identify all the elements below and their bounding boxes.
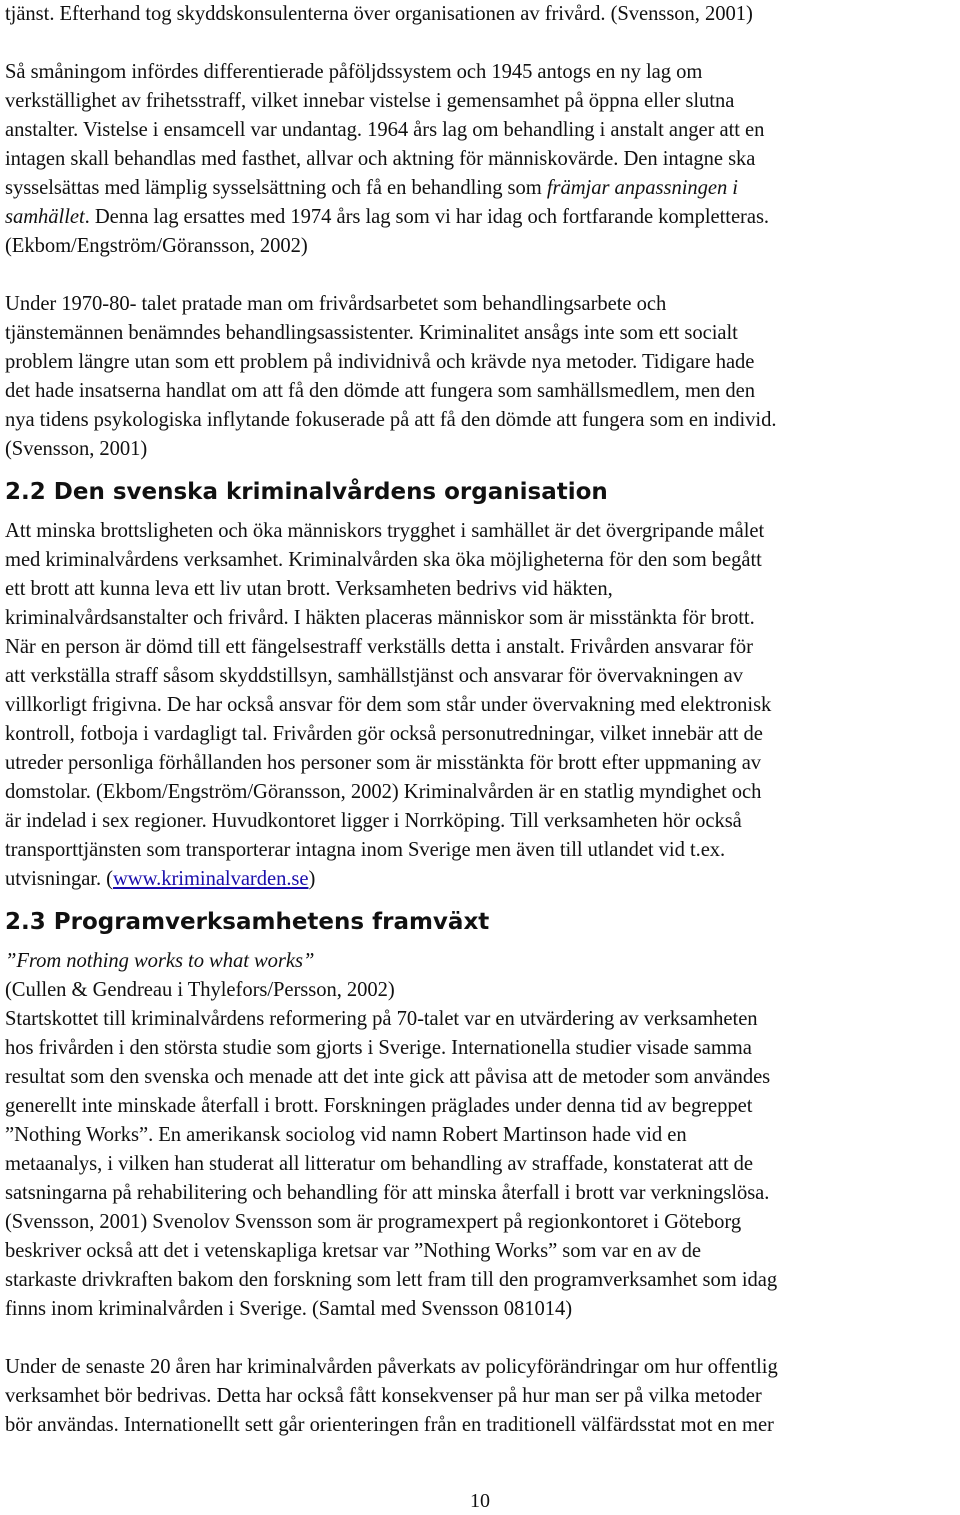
text-line: satsningarna på rehabilitering och behandling för att minska återfall i brott var verkningslösa. xyxy=(5,1182,770,1204)
text-line: (Svensson, 2001) xyxy=(5,438,148,460)
text-line: intagen skall behandlas med fasthet, allvar och aktning för människovärde. Den intagne ska xyxy=(5,148,756,170)
italic-phrase: samhället xyxy=(5,206,85,228)
text-line xyxy=(5,174,957,203)
section-heading-2-2: 2.2 Den svenska kriminalvårdens organisation xyxy=(5,479,608,505)
kriminalvarden-link[interactable]: www.kriminalvarden.se xyxy=(112,868,309,890)
text-line: metaanalys, i vilken han studerat all litteratur om behandling av straffade, konstaterat att de xyxy=(5,1153,753,1175)
text-line: ”Nothing Works”. En amerikansk sociolog vid namn Robert Martinson hade vid en xyxy=(5,1124,687,1146)
text-line xyxy=(5,865,957,894)
paragraph-continuation xyxy=(5,0,957,29)
text-line: kriminalvårdsanstalter och frivård. I häkten placeras människor som är misstänkta för brott. xyxy=(5,607,755,629)
text-line: hos frivården i den största studie som gjorts i Sverige. Internationella studier visade samma xyxy=(5,1037,752,1059)
section-heading-2-3: 2.3 Programverksamhetens framväxt xyxy=(5,909,490,935)
text-segment: sysselsättas med lämplig sysselsättning och få en behandling som xyxy=(5,177,547,199)
text-line: domstolar. (Ekbom/Engström/Göransson, 2002) Kriminalvården är en statlig myndighet och xyxy=(5,781,762,803)
text-line: tjänstemännen benämndes behandlingsassistenter. Kriminalitet ansågs inte som ett socialt xyxy=(5,322,738,344)
text-line: bör användas. Internationellt sett går orienteringen från en traditionell välfärdsstat mot en mer xyxy=(5,1414,774,1436)
text-line: Under de senaste 20 åren har kriminalvården påverkats av policyförändringar om hur offentlig xyxy=(5,1356,778,1378)
text-line: nya tidens psykologiska inflytande fokuserade på att få den dömde att fungera som en individ. xyxy=(5,409,777,431)
text-line: att verkställa straff såsom skyddstillsyn, samhällstjänst och ansvarar för övervakningen av xyxy=(5,665,743,687)
paragraph-legal-history xyxy=(5,58,957,261)
text-line: verkställighet av frihetsstraff, vilket innebar vistelse i gemensamhet på öppna eller slutna xyxy=(5,90,735,112)
text-line: beskriver också att det i vetenskapliga kretsar var ”Nothing Works” som var en av de xyxy=(5,1240,702,1262)
text-line: ett brott att kunna leva ett liv utan brott. Verksamheten bedrivs vid häkten, xyxy=(5,578,613,600)
text-line: villkorligt frigivna. De har också ansvar för dem som står under övervakning med elektronisk xyxy=(5,694,772,716)
text-line: utreder personliga förhållanden hos personer som är misstänkta för brott efter uppmaning av xyxy=(5,752,762,774)
text-line: det hade insatserna handlat om att få den dömde att fungera som samhällsmedlem, men den xyxy=(5,380,755,402)
text-line: verksamhet bör bedrivas. Detta har också fått konsekvenser på hur man ser på vilka metoder xyxy=(5,1385,762,1407)
text-line: (Ekbom/Engström/Göransson, 2002) xyxy=(5,235,308,257)
page-number: 10 xyxy=(470,1490,490,1512)
text-line: Startskottet till kriminalvårdens reformering på 70-talet var en utvärdering av verksamheten xyxy=(5,1008,758,1030)
text-segment: . Denna lag ersattes med 1974 års lag som vi har idag och fortfarande kompletteras. xyxy=(84,206,770,228)
quote-citation: (Cullen & Gendreau i Thylefors/Persson, 2002) xyxy=(5,979,395,1001)
quote-block xyxy=(5,947,957,1005)
text-line: starkaste drivkraften bakom den forskning som lett fram till den programverksamhet som idag xyxy=(5,1269,778,1291)
text-line: resultat som den svenska och menade att det inte gick att påvisa att de metoder som användes xyxy=(5,1066,771,1088)
paragraph-1970s xyxy=(5,290,957,464)
text-line: är indelad i sex regioner. Huvudkontoret ligger i Norrköping. Till verksamheten hör också xyxy=(5,810,742,832)
text-line: anstalter. Vistelse i ensamcell var undantag. 1964 års lag om behandling i anstalt anger att en xyxy=(5,119,765,141)
section-quote: ”From nothing works to what works” xyxy=(5,950,315,972)
text-line: Under 1970-80- talet pratade man om frivårdsarbetet som behandlingsarbete och xyxy=(5,293,667,315)
text-line xyxy=(5,203,957,232)
text-line: kontroll, fotboja i vardagligt tal. Frivården gör också personutredningar, vilket innebär att de xyxy=(5,723,763,745)
text-line: finns inom kriminalvården i Sverige. (Samtal med Svensson 081014) xyxy=(5,1298,573,1320)
text-line: problem längre utan som ett problem på individnivå och krävde nya metoder. Tidigare hade xyxy=(5,351,755,373)
text-line: tjänst. Efterhand tog skyddskonsulenterna över organisationen av frivård. (Svensson, 2001) xyxy=(5,3,753,25)
paragraph-nothing-works xyxy=(5,1005,957,1324)
text-line: När en person är dömd till ett fängelsestraff verkställs detta i anstalt. Frivården ansvarar för xyxy=(5,636,753,658)
text-line: Att minska brottsligheten och öka människors trygghet i samhället är det övergripande målet xyxy=(5,520,765,542)
text-line: med kriminalvårdens verksamhet. Kriminalvården ska öka möjligheterna för den som begått xyxy=(5,549,762,571)
text-segment: utvisningar. ( xyxy=(5,868,113,890)
text-segment: ) xyxy=(308,868,316,890)
text-line: Så småningom infördes differentierade påföljdssystem och 1945 antogs en ny lag om xyxy=(5,61,703,83)
text-line: generellt inte minskade återfall i brott. Forskningen präglades under denna tid av begreppet xyxy=(5,1095,753,1117)
italic-phrase: främjar anpassningen i xyxy=(546,177,738,199)
paragraph-policy xyxy=(5,1353,957,1440)
text-line: transporttjänsten som transporterar intagna inom Sverige men även till utlandet vid t.ex. xyxy=(5,839,726,861)
text-line: (Svensson, 2001) Svenolov Svensson som är programexpert på regionkontoret i Göteborg xyxy=(5,1211,742,1233)
document-page xyxy=(5,0,957,1440)
paragraph-organisation xyxy=(5,517,957,894)
